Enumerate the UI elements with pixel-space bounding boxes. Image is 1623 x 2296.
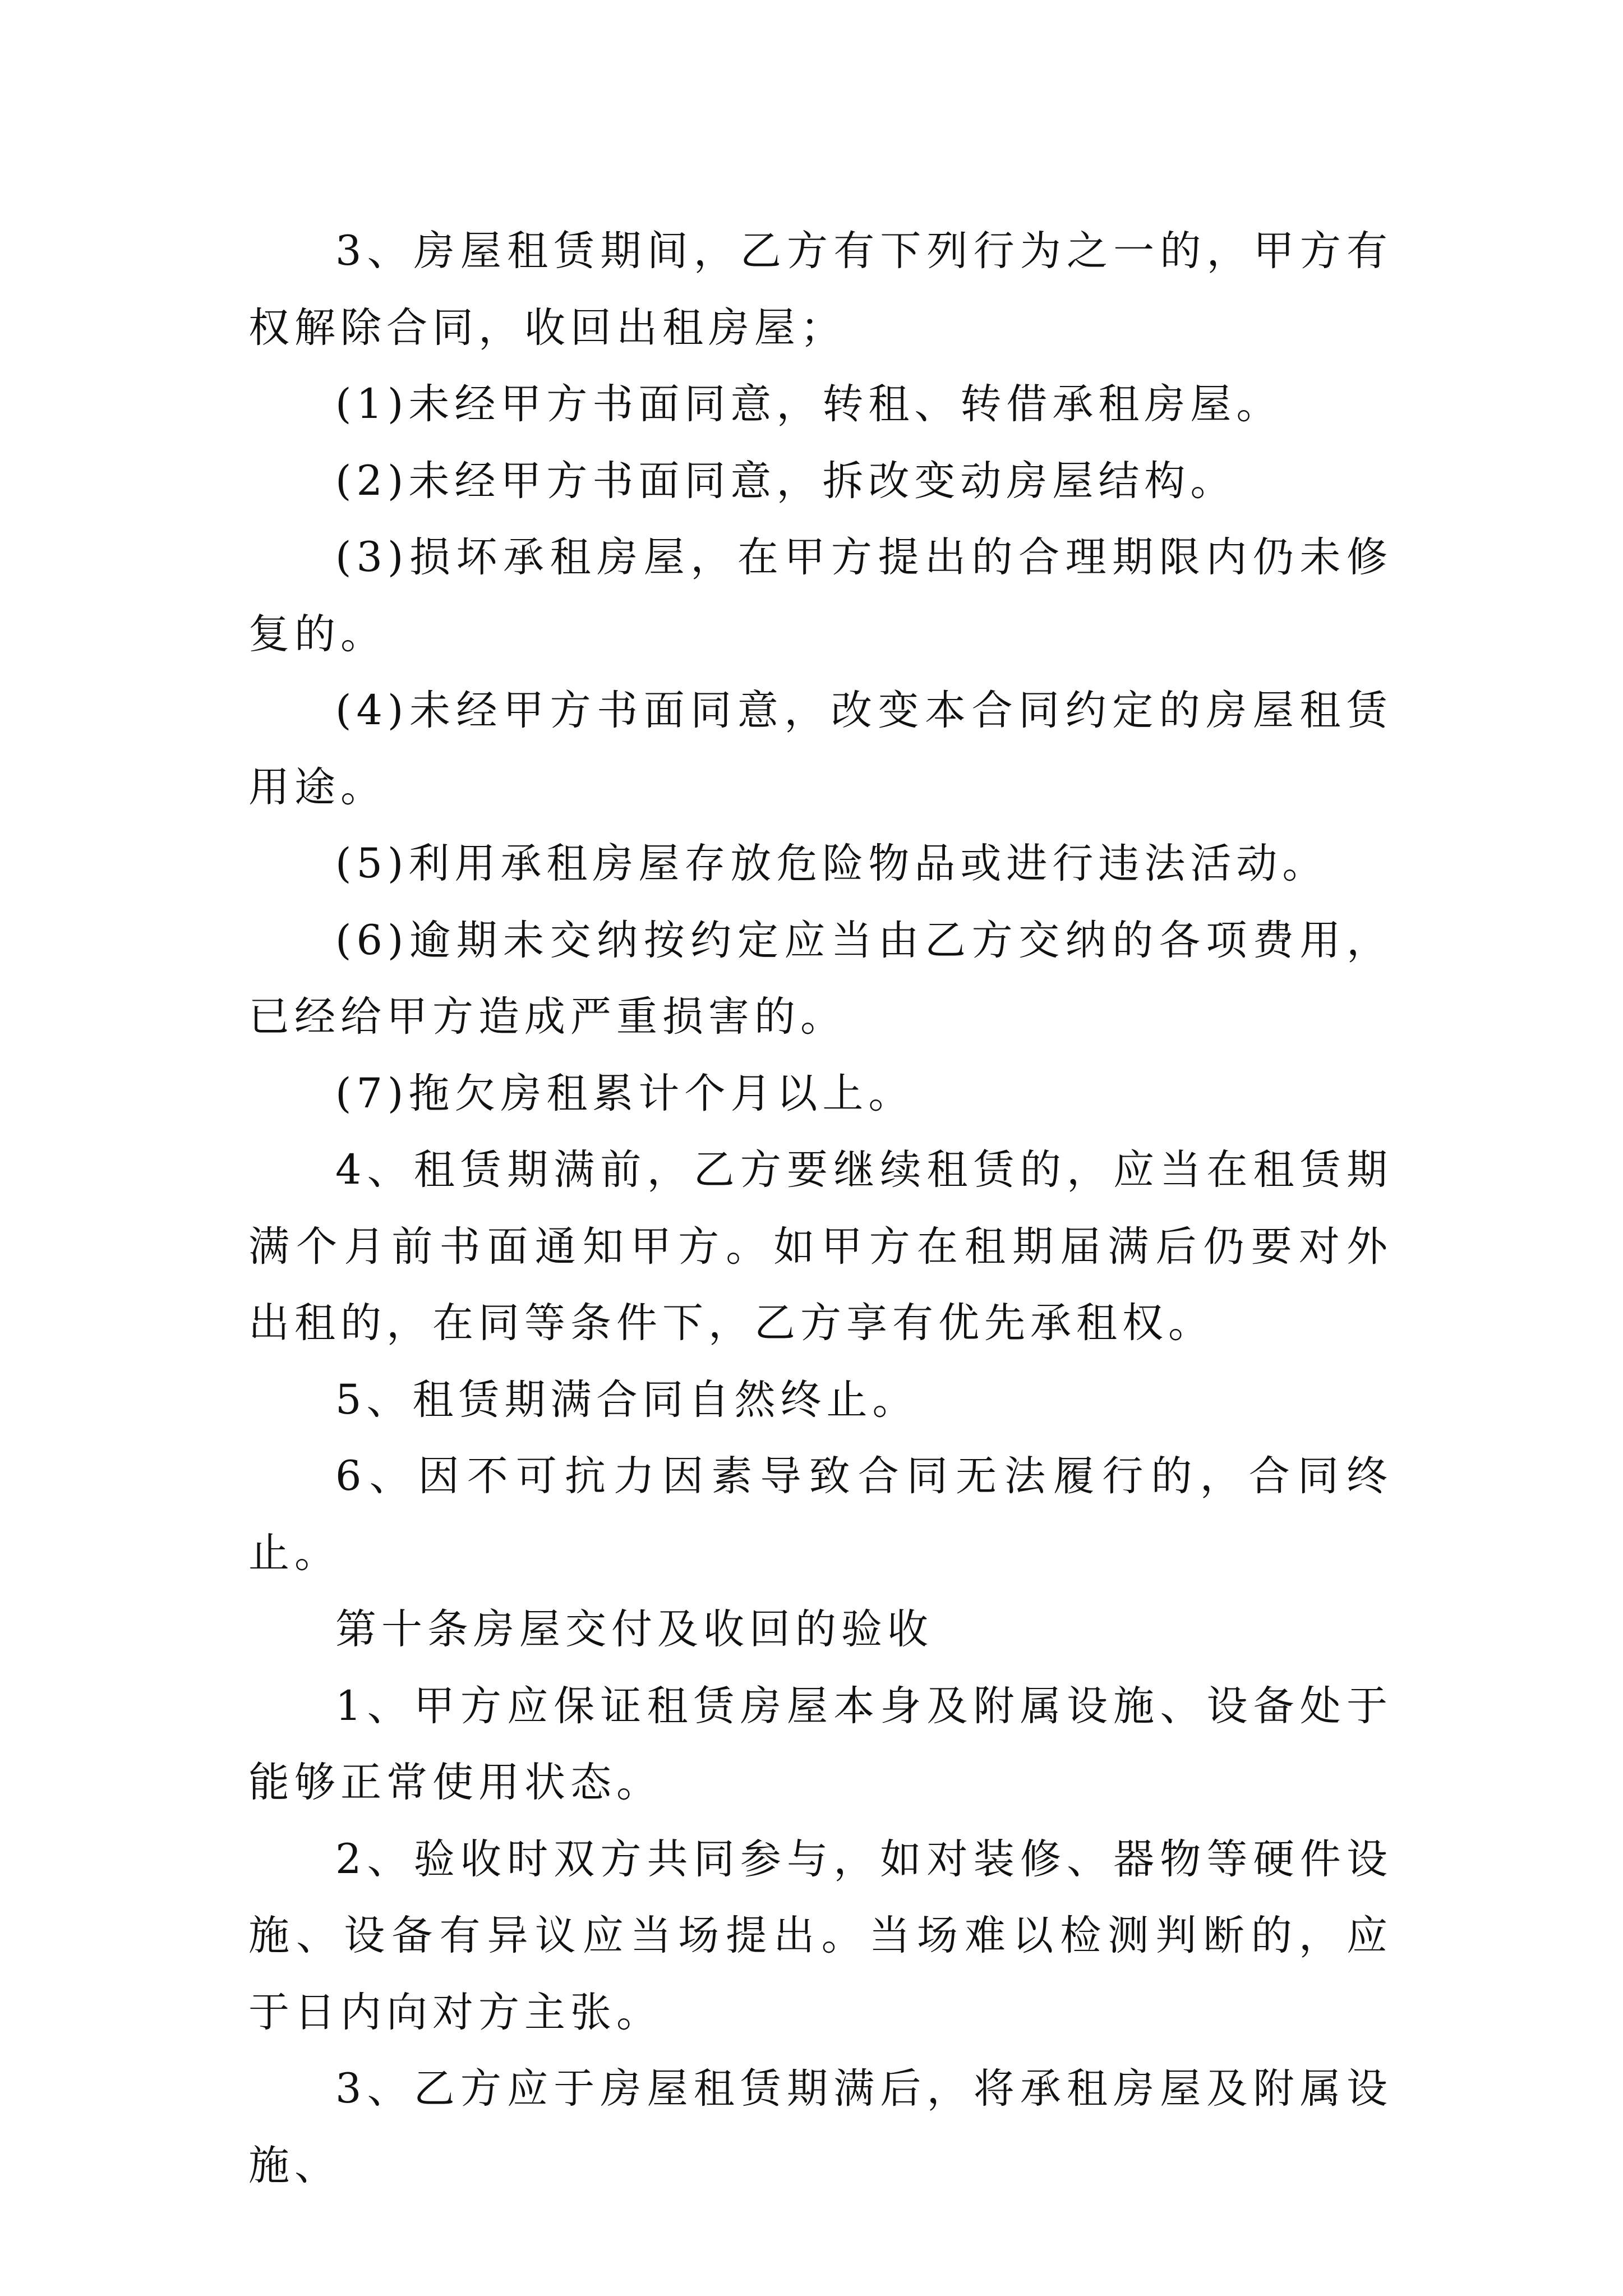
paragraph-acceptance-1: 1、甲方应保证租赁房屋本身及附属设施、设备处于能够正常使用状态。 (248, 1682, 1393, 1806)
document-body (248, 213, 1393, 2204)
paragraph-acceptance-3: 3、乙方应于房屋租赁期满后，将承租房屋及附属设施、 (248, 2065, 1393, 2189)
paragraph-clause-6: 6、因不可抗力因素导致合同无法履行的，合同终止。 (248, 1452, 1393, 1577)
paragraph-clause-3: 3、房屋租赁期间，乙方有下列行为之一的，甲方有权解除合同，收回出租房屋； (248, 227, 1393, 352)
paragraph-clause-4: 4、租赁期满前，乙方要继续租赁的，应当在租赁期满个月前书面通知甲方。如甲方在租期届满后仍要对外出租的，在同等条件下，乙方享有优先承租权。 (248, 1146, 1393, 1347)
paragraph-item-6: (6)逾期未交纳按约定应当由乙方交纳的各项费用，已经给甲方造成严重损害的。 (248, 916, 1393, 1041)
section-heading-article-10: 第十条房屋交付及收回的验收 (335, 1605, 933, 1653)
paragraph-item-5: (5)利用承租房屋存放危险物品或进行违法活动。 (335, 840, 1329, 887)
paragraph-item-3: (3)损坏承租房屋，在甲方提出的合理期限内仍未修复的。 (248, 533, 1393, 658)
paragraph-item-2: (2)未经甲方书面同意，拆改变动房屋结构。 (335, 457, 1237, 505)
paragraph-item-7: (7)拖欠房租累计个月以上。 (335, 1069, 915, 1117)
paragraph-item-1: (1)未经甲方书面同意，转租、转借承租房屋。 (335, 380, 1283, 428)
paragraph-acceptance-2: 2、验收时双方共同参与，如对装修、器物等硬件设施、设备有异议应当场提出。当场难以检测判断的，应于日内向对方主张。 (248, 1835, 1393, 2036)
paragraph-item-4: (4)未经甲方书面同意，改变本合同约定的房屋租赁用途。 (248, 687, 1393, 811)
paragraph-clause-5: 5、租赁期满合同自然终止。 (335, 1375, 919, 1424)
